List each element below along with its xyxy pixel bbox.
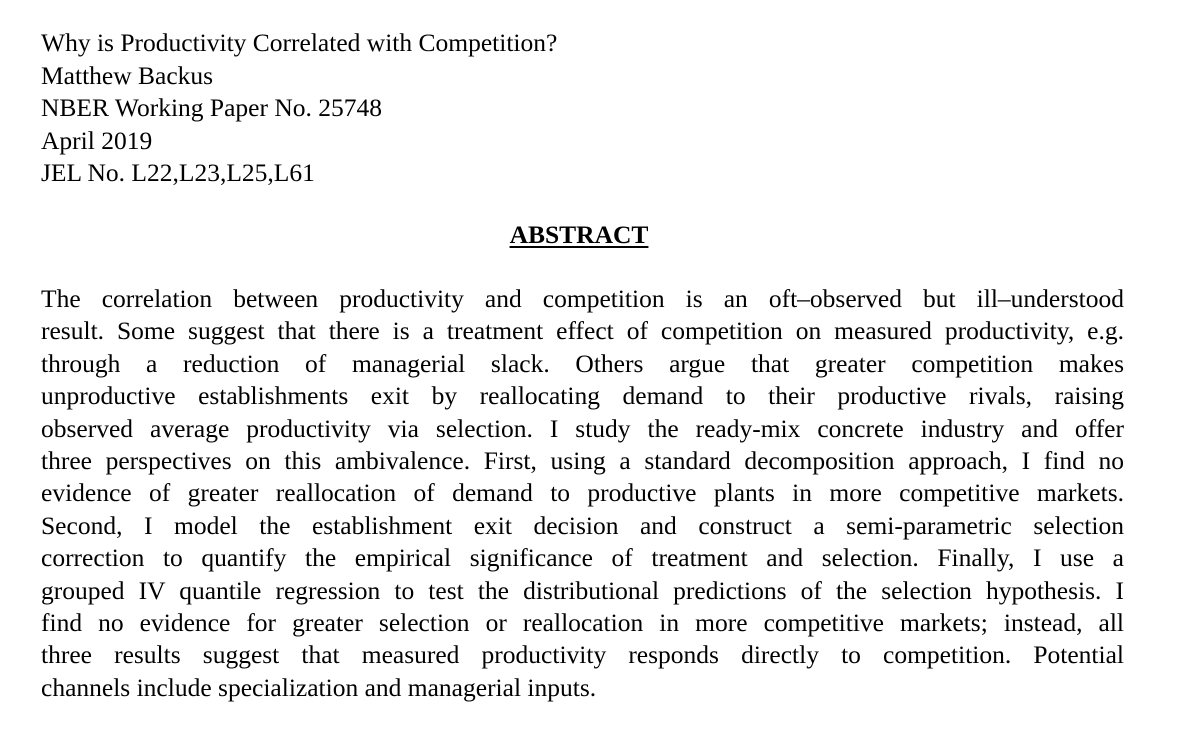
abstract-line: channels include specialization and managerial inputs. [41, 672, 597, 702]
abstract-heading: ABSTRACT [509, 220, 649, 249]
abstract-line: three perspectives on this ambivalence. First, using a standard decomposition approach, I find no [41, 446, 1124, 476]
abstract-line: observed average productivity via selection. I study the ready-mix concrete industry and offer [41, 413, 1124, 443]
abstract-line: evidence of greater reallocation of demand to productive plants in more competitive markets. [41, 478, 1124, 508]
paper-header [41, 27, 557, 190]
paper-date: April 2019 [41, 125, 153, 155]
abstract-line: unproductive establishments exit by reallocating demand to their productive rivals, raising [41, 381, 1124, 411]
paper-series: NBER Working Paper No. 25748 [41, 93, 383, 123]
abstract-line: result. Some suggest that there is a treatment effect of competition on measured productivity, e.g. [41, 316, 1124, 346]
abstract-line: The correlation between productivity and competition is an oft–observed but ill–understood [41, 284, 1124, 313]
abstract-line: through a reduction of managerial slack. Others argue that greater competition makes [41, 348, 1124, 378]
abstract-line: Second, I model the establishment exit decision and construct a semi-parametric selection [41, 510, 1124, 540]
abstract-line: three results suggest that measured productivity responds directly to competition. Potential [41, 640, 1124, 670]
abstract-line: correction to quantify the empirical significance of treatment and selection. Finally, I use a [41, 543, 1124, 573]
abstract-body [41, 283, 1124, 704]
paper-author: Matthew Backus [41, 60, 214, 90]
paper-jel-codes: JEL No. L22,L23,L25,L61 [41, 158, 315, 188]
abstract-line: grouped IV quantile regression to test the distributional predictions of the selection hypothesis. I [41, 575, 1124, 605]
abstract-line: find no evidence for greater selection or reallocation in more competitive markets; instead, all [41, 608, 1124, 638]
paper-title: Why is Productivity Correlated with Competition? [41, 28, 558, 57]
